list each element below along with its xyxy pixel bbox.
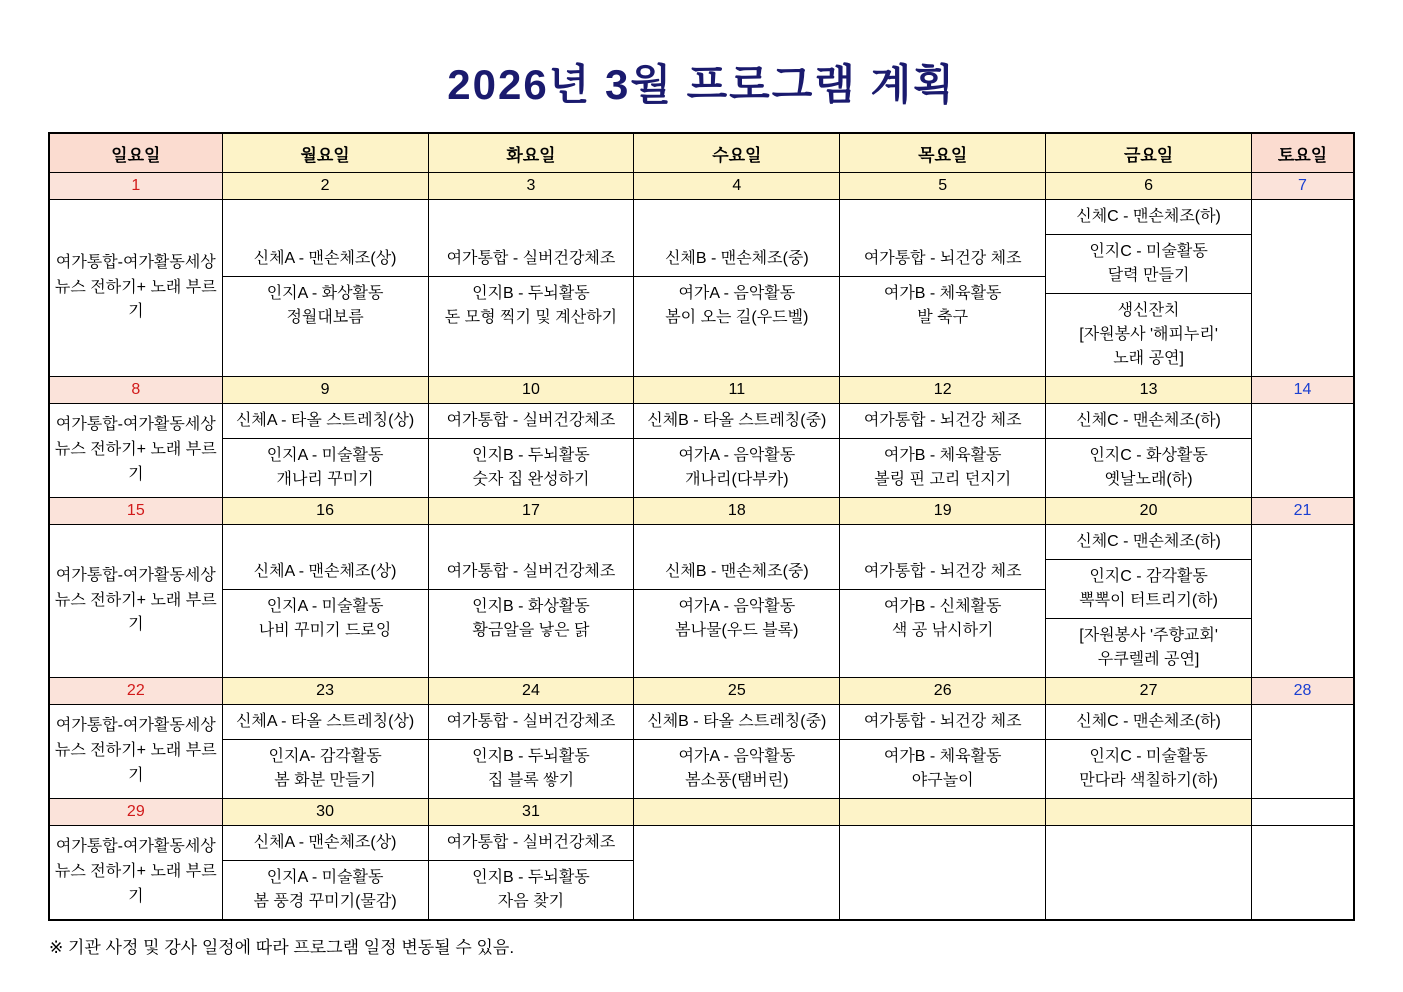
sunday-program-line: 세상 뉴스 전하기 xyxy=(54,717,216,760)
program-line: 봄 화분 만들기 xyxy=(274,772,376,789)
event-cell-wednesday xyxy=(634,705,840,799)
event-cell-thursday xyxy=(840,200,1046,377)
program-line: 신체B - 맨손체조(중) xyxy=(664,249,809,267)
footnote: ※ 기관 사정 및 강사 일정에 따라 프로그램 일정 변동될 수 있음. xyxy=(49,938,515,957)
sunday-program-line: + 노래 부르기 xyxy=(128,441,217,483)
program-slot xyxy=(223,861,428,919)
date-cell-tuesday: 31 xyxy=(428,799,634,826)
date-cell-thursday: 26 xyxy=(840,678,1046,705)
program-slot xyxy=(429,439,634,497)
event-cell-monday xyxy=(222,705,428,799)
date-cell-sunday: 22 xyxy=(49,678,222,705)
program-line: 여가A - 음악활동 xyxy=(678,748,796,765)
event-cell-thursday xyxy=(840,826,1046,921)
sunday-program-line: 세상 뉴스 전하기 xyxy=(54,566,216,609)
header-tuesday: 화요일 xyxy=(428,133,634,173)
event-cell-friday xyxy=(1046,525,1252,678)
program-line: 인지B - 화상활동 xyxy=(472,597,590,615)
program-line: 여가통합 - 뇌건강 체조 xyxy=(863,412,1022,429)
event-cell-saturday xyxy=(1252,404,1354,498)
program-line: 여가통합 - 실버건강체조 xyxy=(446,562,616,580)
program-line: 노래 공연] xyxy=(1113,350,1184,367)
program-slot xyxy=(1046,619,1251,677)
date-cell-wednesday: 11 xyxy=(634,377,840,404)
program-line: 개나리 꾸미기 xyxy=(276,471,374,488)
program-line: 여가통합 - 실버건강체조 xyxy=(446,249,616,267)
sunday-program-line: 여가통합-여가활동 xyxy=(55,717,185,735)
program-line: 봄소풍(탬버린) xyxy=(685,772,789,789)
program-line: 신체A - 타올 스트레칭(상) xyxy=(235,412,415,429)
program-slot xyxy=(1046,705,1251,740)
program-slot xyxy=(1046,525,1251,560)
program-slot xyxy=(429,705,634,740)
header-friday: 금요일 xyxy=(1046,133,1252,173)
program-slot xyxy=(840,555,1045,590)
program-line: 신체A - 맨손체조(상) xyxy=(253,249,397,267)
date-cell-monday: 16 xyxy=(222,498,428,525)
date-cell-thursday xyxy=(840,799,1046,826)
event-cell-sunday xyxy=(49,404,222,498)
program-line: 황금알을 낳은 닭 xyxy=(472,621,590,639)
event-cell-wednesday xyxy=(634,525,840,678)
week-events-row xyxy=(49,525,1354,678)
program-slot xyxy=(634,705,839,740)
program-line: 인지A - 미술활동 xyxy=(266,447,384,464)
program-line: 인지B - 두뇌활동 xyxy=(472,869,590,886)
date-cell-tuesday: 3 xyxy=(428,173,634,200)
date-cell-tuesday: 24 xyxy=(428,678,634,705)
program-line: 정월대보름 xyxy=(286,308,364,326)
sunday-program-line: + 노래 부르기 xyxy=(128,863,217,905)
program-line: 여가통합 - 실버건강체조 xyxy=(446,412,616,429)
event-cell-friday xyxy=(1046,404,1252,498)
program-line: 여가통합 - 뇌건강 체조 xyxy=(863,562,1022,580)
program-line: 옛날노래(하) xyxy=(1104,471,1193,488)
date-cell-saturday: 14 xyxy=(1252,377,1354,404)
week-dates-row xyxy=(49,377,1354,404)
program-line: 봄이 오는 길(우드벨) xyxy=(665,308,809,326)
date-cell-sunday: 29 xyxy=(49,799,222,826)
date-cell-thursday: 19 xyxy=(840,498,1046,525)
program-line: 여가B - 체육활동 xyxy=(883,284,1002,302)
date-cell-wednesday: 4 xyxy=(634,173,840,200)
program-line: 신체C - 맨손체조(하) xyxy=(1076,533,1221,550)
weekday-header-row xyxy=(49,133,1354,173)
program-line: 개나리(다부카) xyxy=(685,471,789,488)
week-events-row xyxy=(49,826,1354,921)
program-slot xyxy=(840,439,1045,497)
sunday-program-line: 여가통합-여가활동 xyxy=(55,253,185,271)
date-cell-thursday: 12 xyxy=(840,377,1046,404)
date-cell-friday xyxy=(1046,799,1252,826)
program-line: 인지C - 미술활동 xyxy=(1089,748,1208,765)
sunday-program-line: + 노래 부르기 xyxy=(128,278,217,321)
program-slot xyxy=(223,277,428,335)
program-line: 신체C - 맨손체조(하) xyxy=(1076,713,1221,730)
event-cell-monday xyxy=(222,404,428,498)
sunday-program-line: 세상 뉴스 전하기 xyxy=(54,253,216,296)
program-line: 인지A- 감각활동 xyxy=(268,748,382,765)
program-slot xyxy=(634,242,839,277)
program-slot xyxy=(223,242,428,277)
event-cell-friday xyxy=(1046,826,1252,921)
program-slot xyxy=(840,404,1045,439)
program-slot xyxy=(634,590,839,648)
program-slot xyxy=(1046,439,1251,497)
program-line: 여가A - 음악활동 xyxy=(678,284,796,302)
program-line: 인지B - 두뇌활동 xyxy=(472,748,590,765)
event-cell-saturday xyxy=(1252,525,1354,678)
date-cell-saturday: 21 xyxy=(1252,498,1354,525)
date-cell-sunday: 15 xyxy=(49,498,222,525)
program-line: 만다라 색칠하기(하) xyxy=(1079,772,1218,789)
program-line: 여가B - 신체활동 xyxy=(883,597,1002,615)
header-wednesday: 수요일 xyxy=(634,133,840,173)
program-slot xyxy=(840,705,1045,740)
sunday-program-line: 여가통합-여가활동 xyxy=(55,416,185,434)
program-line: 여가B - 체육활동 xyxy=(883,748,1002,765)
program-line: 자음 찾기 xyxy=(497,893,565,910)
program-slot xyxy=(1046,740,1251,798)
monthly-calendar-table xyxy=(48,132,1355,921)
program-line: 발 축구 xyxy=(917,308,969,326)
event-cell-saturday xyxy=(1252,200,1354,377)
date-cell-saturday: 28 xyxy=(1252,678,1354,705)
week-dates-row xyxy=(49,799,1354,826)
program-line: 나비 꾸미기 드로잉 xyxy=(258,621,392,639)
sunday-program-line: + 노래 부르기 xyxy=(128,591,217,634)
program-slot xyxy=(223,740,428,798)
calendar-header xyxy=(49,133,1354,173)
date-cell-thursday: 5 xyxy=(840,173,1046,200)
header-monday: 월요일 xyxy=(222,133,428,173)
program-line: 여가B - 체육활동 xyxy=(883,447,1002,464)
program-line: 우쿠렐레 공연] xyxy=(1097,651,1200,668)
sunday-program-line: 세상 뉴스 전하기 xyxy=(54,838,216,881)
program-line: 신체B - 타올 스트레칭(중) xyxy=(647,412,827,429)
program-slot xyxy=(1046,404,1251,439)
date-cell-wednesday: 25 xyxy=(634,678,840,705)
program-line: 집 블록 쌓기 xyxy=(487,772,575,789)
header-saturday: 토요일 xyxy=(1252,133,1354,173)
program-line: 봄 풍경 꾸미기(물감) xyxy=(253,893,397,910)
program-line: 여가통합 - 뇌건강 체조 xyxy=(863,713,1022,730)
program-slot xyxy=(223,590,428,648)
program-slot xyxy=(634,555,839,590)
event-cell-saturday xyxy=(1252,826,1354,921)
event-cell-tuesday xyxy=(428,404,634,498)
program-slot xyxy=(634,439,839,497)
date-cell-friday: 27 xyxy=(1046,678,1252,705)
program-slot xyxy=(429,404,634,439)
program-slot xyxy=(429,555,634,590)
program-line: 숫자 집 완성하기 xyxy=(472,471,590,488)
sunday-program-line: 여가통합-여가활동 xyxy=(55,566,185,584)
program-slot xyxy=(840,590,1045,648)
date-cell-tuesday: 17 xyxy=(428,498,634,525)
program-line: 인지B - 두뇌활동 xyxy=(472,284,590,302)
event-cell-wednesday xyxy=(634,826,840,921)
program-line: 뽁뽁이 터트리기(하) xyxy=(1079,592,1218,609)
program-slot xyxy=(223,826,428,861)
program-line: 달력 만들기 xyxy=(1107,267,1190,284)
program-line: 색 공 낚시하기 xyxy=(891,621,994,639)
program-line: 여가통합 - 뇌건강 체조 xyxy=(863,249,1022,267)
program-slot xyxy=(634,277,839,335)
date-cell-wednesday xyxy=(634,799,840,826)
event-cell-tuesday xyxy=(428,525,634,678)
date-cell-tuesday: 10 xyxy=(428,377,634,404)
program-slot xyxy=(223,404,428,439)
event-cell-friday xyxy=(1046,705,1252,799)
event-cell-monday xyxy=(222,200,428,377)
program-slot xyxy=(1046,560,1251,619)
program-line: [자원봉사 '해피누리' xyxy=(1079,326,1218,343)
header-thursday: 목요일 xyxy=(840,133,1046,173)
program-slot xyxy=(223,555,428,590)
week-dates-row xyxy=(49,678,1354,705)
program-slot xyxy=(840,740,1045,798)
week-events-row xyxy=(49,404,1354,498)
date-cell-monday: 2 xyxy=(222,173,428,200)
date-cell-monday: 23 xyxy=(222,678,428,705)
calendar-body xyxy=(49,173,1354,921)
event-cell-tuesday xyxy=(428,705,634,799)
program-line: 봄나물(우드 블록) xyxy=(675,621,799,639)
program-slot xyxy=(1046,200,1251,235)
date-cell-friday: 13 xyxy=(1046,377,1252,404)
event-cell-sunday xyxy=(49,200,222,377)
event-cell-wednesday xyxy=(634,404,840,498)
event-cell-sunday xyxy=(49,705,222,799)
page-title: 2026년 3월 프로그램 계획 xyxy=(447,61,956,108)
header-sunday: 일요일 xyxy=(49,133,222,173)
date-cell-monday: 30 xyxy=(222,799,428,826)
week-dates-row xyxy=(49,173,1354,200)
program-slot xyxy=(634,404,839,439)
program-line: 인지A - 화상활동 xyxy=(266,284,384,302)
date-cell-sunday: 8 xyxy=(49,377,222,404)
program-line: 인지B - 두뇌활동 xyxy=(472,447,590,464)
program-slot xyxy=(1046,294,1251,376)
event-cell-sunday xyxy=(49,525,222,678)
program-slot xyxy=(429,242,634,277)
program-slot xyxy=(223,705,428,740)
sunday-program-line: 여가통합-여가활동 xyxy=(55,838,185,856)
date-cell-wednesday: 18 xyxy=(634,498,840,525)
program-slot xyxy=(429,277,634,335)
program-line: 인지C - 감각활동 xyxy=(1089,568,1208,585)
program-line: 여가A - 음악활동 xyxy=(678,447,796,464)
program-slot xyxy=(840,242,1045,277)
program-line: 인지A - 미술활동 xyxy=(266,597,384,615)
program-line: 인지C - 화상활동 xyxy=(1089,447,1208,464)
week-events-row xyxy=(49,200,1354,377)
event-cell-thursday xyxy=(840,525,1046,678)
program-slot xyxy=(223,439,428,497)
event-cell-tuesday xyxy=(428,826,634,921)
program-line: 생신잔치 xyxy=(1117,302,1180,319)
date-cell-monday: 9 xyxy=(222,377,428,404)
program-line: 볼링 핀 고리 던지기 xyxy=(874,471,1012,488)
program-line: 여가통합 - 실버건강체조 xyxy=(446,713,616,730)
program-slot xyxy=(634,740,839,798)
program-line: 신체A - 맨손체조(상) xyxy=(253,834,397,851)
date-cell-saturday: 7 xyxy=(1252,173,1354,200)
program-slot xyxy=(840,277,1045,335)
event-cell-monday xyxy=(222,525,428,678)
date-cell-friday: 20 xyxy=(1046,498,1252,525)
program-line: [자원봉사 '주향교회' xyxy=(1079,627,1218,644)
date-cell-sunday: 1 xyxy=(49,173,222,200)
event-cell-sunday xyxy=(49,826,222,921)
event-cell-thursday xyxy=(840,705,1046,799)
program-line: 신체B - 맨손체조(중) xyxy=(664,562,809,580)
program-slot xyxy=(429,861,634,919)
program-line: 신체B - 타올 스트레칭(중) xyxy=(647,713,827,730)
event-cell-thursday xyxy=(840,404,1046,498)
program-line: 인지C - 미술활동 xyxy=(1089,243,1208,260)
program-line: 여가통합 - 실버건강체조 xyxy=(446,834,616,851)
date-cell-saturday xyxy=(1252,799,1354,826)
program-line: 여가A - 음악활동 xyxy=(678,597,796,615)
event-cell-wednesday xyxy=(634,200,840,377)
program-line: 야구놀이 xyxy=(911,772,974,789)
program-line: 신체C - 맨손체조(하) xyxy=(1076,412,1221,429)
event-cell-friday xyxy=(1046,200,1252,377)
program-line: 신체A - 타올 스트레칭(상) xyxy=(235,713,415,730)
program-slot xyxy=(429,826,634,861)
program-slot xyxy=(429,740,634,798)
program-line: 신체C - 맨손체조(하) xyxy=(1076,208,1221,225)
event-cell-monday xyxy=(222,826,428,921)
week-events-row xyxy=(49,705,1354,799)
sunday-program-line: + 노래 부르기 xyxy=(128,742,217,784)
date-cell-friday: 6 xyxy=(1046,173,1252,200)
program-slot xyxy=(429,590,634,648)
program-line: 돈 모형 찍기 및 계산하기 xyxy=(444,308,618,326)
program-slot xyxy=(1046,235,1251,294)
program-line: 신체A - 맨손체조(상) xyxy=(253,562,397,580)
event-cell-tuesday xyxy=(428,200,634,377)
week-dates-row xyxy=(49,498,1354,525)
sunday-program-line: 세상 뉴스 전하기 xyxy=(54,416,216,459)
program-line: 인지A - 미술활동 xyxy=(266,869,384,886)
event-cell-saturday xyxy=(1252,705,1354,799)
